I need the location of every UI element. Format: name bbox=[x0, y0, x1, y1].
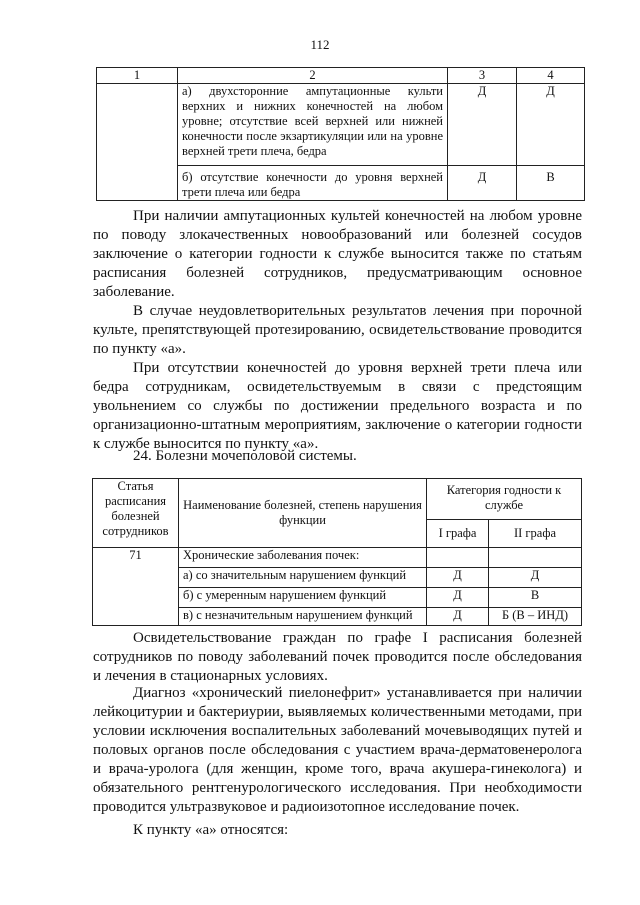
table-cell-category: В bbox=[517, 166, 585, 201]
table-cell-description: в) с незначительным нарушением функций bbox=[179, 608, 427, 626]
table-cell-description: а) двухсторонние ампутационные культи верхних и нижних конечностей на любом уровне; отсутствие всей верхней или нижней конечности после экзартикуляции или на уровне верхней трети плеча, бедра bbox=[178, 84, 448, 166]
section-title: 24. Болезни мочеполовой системы. bbox=[133, 448, 357, 464]
header-disease-name: Наименование болезней, степень нарушения функции bbox=[179, 479, 427, 548]
paragraph: В случае неудовлетворительных результатов лечения при порочной культе, препятствующей протезированию, освидетельствование проводится по пункту «а». bbox=[93, 303, 582, 357]
table-cell-description: б) с умеренным нарушением функций bbox=[179, 588, 427, 608]
table-cell-description: б) отсутствие конечности до уровня верхней трети плеча или бедра bbox=[178, 166, 448, 201]
article-number: 71 bbox=[93, 548, 179, 626]
table-header-row bbox=[97, 68, 585, 84]
table-cell-category: Д bbox=[427, 568, 489, 588]
paragraph: Диагноз «хронический пиелонефрит» устанавливается при наличии лейкоцитурии и бактериурии, выявляемых количественными методами, при условии исключения воспалительных заболеваний мочевыводящих путей и половых органов после обследования с участием врача-дерматовенеролога и врача-уролога (для женщин, кроме того, врача акушера-гинеколога) и обязательного рентгенурологического исследования. При необходимости проводится ультразвуковое и радиоизотопное исследование почек. bbox=[93, 685, 582, 815]
table-cell-empty bbox=[97, 84, 178, 201]
header-article: Статья расписания болезней сотрудников bbox=[93, 479, 179, 548]
paragraph: При наличии ампутационных культей конечностей на любом уровне по поводу злокачественных новообразований или болезней сосудов заключение о категории годности к службе выносится также по статьям расписания болезней сотрудников, предусматривающим основное заболевание. bbox=[93, 208, 582, 300]
paragraph: К пункту «а» относятся: bbox=[133, 822, 289, 838]
table-row bbox=[93, 548, 582, 568]
table-cell-category: Д bbox=[489, 568, 582, 588]
table-header-row bbox=[93, 479, 582, 520]
table-cell-category: Д bbox=[427, 588, 489, 608]
table-cell-empty bbox=[489, 548, 582, 568]
table-cell-lead: Хронические заболевания почек: bbox=[179, 548, 427, 568]
paragraph: При отсутствии конечностей до уровня верхней трети плеча или бедра сотрудникам, освидетельствуемым в связи с предстоящим увольнением со службы по достижении предельного возраста и по организационно-штатным мероприятиям, заключение о категории годности к службе выносится по пункту «а». bbox=[93, 360, 582, 452]
fitness-table-continued bbox=[96, 67, 585, 201]
table-cell-empty bbox=[427, 548, 489, 568]
table-cell-category: Д bbox=[517, 84, 585, 166]
header-column-2: II графа bbox=[489, 520, 582, 548]
table-header-cell: 4 bbox=[517, 68, 585, 84]
table-header-cell: 3 bbox=[448, 68, 517, 84]
header-column-1: I графа bbox=[427, 520, 489, 548]
disease-category-table bbox=[92, 478, 582, 626]
page-number: 112 bbox=[310, 37, 330, 52]
table-header-cell: 1 bbox=[97, 68, 178, 84]
table-cell-category: Д bbox=[427, 608, 489, 626]
table-cell-category: Д bbox=[448, 84, 517, 166]
table-cell-category: Б (В – ИНД) bbox=[489, 608, 582, 626]
table-cell-description: а) со значительным нарушением функций bbox=[179, 568, 427, 588]
table-header-cell: 2 bbox=[178, 68, 448, 84]
table-cell-category: В bbox=[489, 588, 582, 608]
table-cell-category: Д bbox=[448, 166, 517, 201]
header-category: Категория годности к службе bbox=[427, 479, 582, 520]
paragraph: Освидетельствование граждан по графе I расписания болезней сотрудников по поводу заболеваний почек проводится после обследования и лечения в стационарных условиях. bbox=[93, 630, 582, 684]
table-row bbox=[97, 84, 585, 166]
